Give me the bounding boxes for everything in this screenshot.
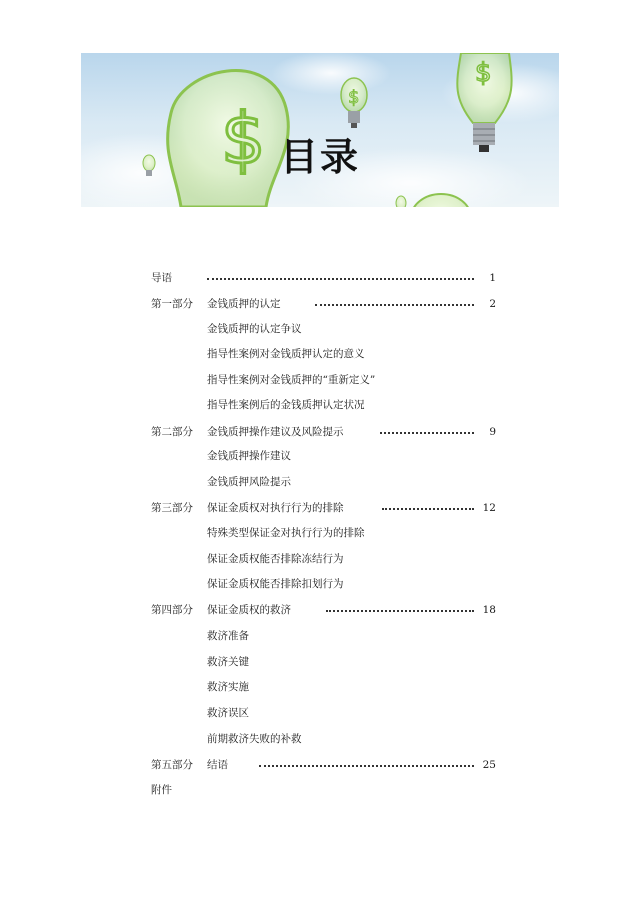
toc-row[interactable]: [0, 576, 640, 592]
toc-entry-title: 救济误区: [207, 707, 249, 719]
toc-part-label: 第二部分: [151, 426, 193, 438]
dot-leader: [380, 432, 474, 434]
toc-entry-title: 救济关键: [207, 656, 249, 668]
toc-entry-title: 前期救济失败的补救: [207, 733, 302, 745]
toc-part-label: 第一部分: [151, 298, 193, 310]
dot-leader: [326, 610, 474, 612]
toc-entry-title: 结语: [207, 759, 228, 771]
toc-row[interactable]: [0, 474, 640, 490]
toc-entry-title: 金钱质押操作建议及风险提示: [207, 426, 344, 438]
toc-page-number: 2: [489, 298, 496, 310]
toc-row[interactable]: [0, 731, 640, 747]
toc-entry-title: 指导性案例对金钱质押认定的意义: [207, 348, 365, 360]
toc-part-label: 第三部分: [151, 502, 193, 514]
toc-entry-title: 保证金质权对执行行为的排除: [207, 502, 344, 514]
svg-text:$: $: [475, 58, 492, 88]
toc-row[interactable]: [0, 372, 640, 388]
toc-row[interactable]: [0, 525, 640, 541]
toc-entry-title: 救济准备: [207, 630, 249, 642]
dot-leader: [382, 508, 474, 510]
toc-row[interactable]: [0, 346, 640, 362]
toc-entry-title: 保证金质权能否排除扣划行为: [207, 578, 344, 590]
toc-entry-title: 金钱质押的认定争议: [207, 323, 302, 335]
toc-row[interactable]: [0, 448, 640, 464]
toc-entry-title: 金钱质押的认定: [207, 298, 281, 310]
toc-part-label: 第五部分: [151, 759, 193, 771]
toc-entry-title: 特殊类型保证金对执行行为的排除: [207, 527, 365, 539]
toc-entry-title: 保证金质权能否排除冻结行为: [207, 553, 344, 565]
toc-row[interactable]: [0, 321, 640, 337]
dot-leader: [315, 304, 474, 306]
toc-part-label: 附件: [151, 784, 172, 796]
svg-text:$: $: [221, 98, 266, 180]
toc-row[interactable]: [0, 500, 640, 516]
toc-entry-title: 指导性案例对金钱质押的“重新定义”: [207, 374, 376, 386]
toc-entry-title: 指导性案例后的金钱质押认定状况: [207, 399, 365, 411]
toc-entry-title: 救济实施: [207, 681, 249, 693]
toc-row[interactable]: [0, 397, 640, 413]
toc-page-number: 18: [482, 604, 496, 616]
toc-entry-title: 金钱质押风险提示: [207, 476, 291, 488]
dot-leader: [207, 278, 474, 280]
dot-leader: [259, 765, 474, 767]
toc-page-number: 25: [482, 759, 496, 771]
page-title: 目录: [279, 135, 360, 179]
toc-page-number: 1: [489, 272, 496, 284]
toc-row[interactable]: [0, 602, 640, 618]
toc-row[interactable]: [0, 782, 640, 798]
toc-row[interactable]: [0, 628, 640, 644]
toc-page-number: 12: [482, 502, 496, 514]
svg-text:$: $: [348, 87, 360, 108]
toc-row[interactable]: [0, 654, 640, 670]
toc-row[interactable]: [0, 551, 640, 567]
toc-page-number: 9: [489, 426, 496, 438]
toc-row[interactable]: [0, 270, 640, 286]
toc-row[interactable]: [0, 679, 640, 695]
toc-part-label: 导语: [151, 272, 172, 284]
toc-entry-title: 金钱质押操作建议: [207, 450, 291, 462]
toc-row[interactable]: [0, 296, 640, 312]
toc-row[interactable]: [0, 757, 640, 773]
toc-entry-title: 保证金质权的救济: [207, 604, 291, 616]
toc-row[interactable]: [0, 705, 640, 721]
toc-part-label: 第四部分: [151, 604, 193, 616]
toc-row[interactable]: [0, 424, 640, 440]
